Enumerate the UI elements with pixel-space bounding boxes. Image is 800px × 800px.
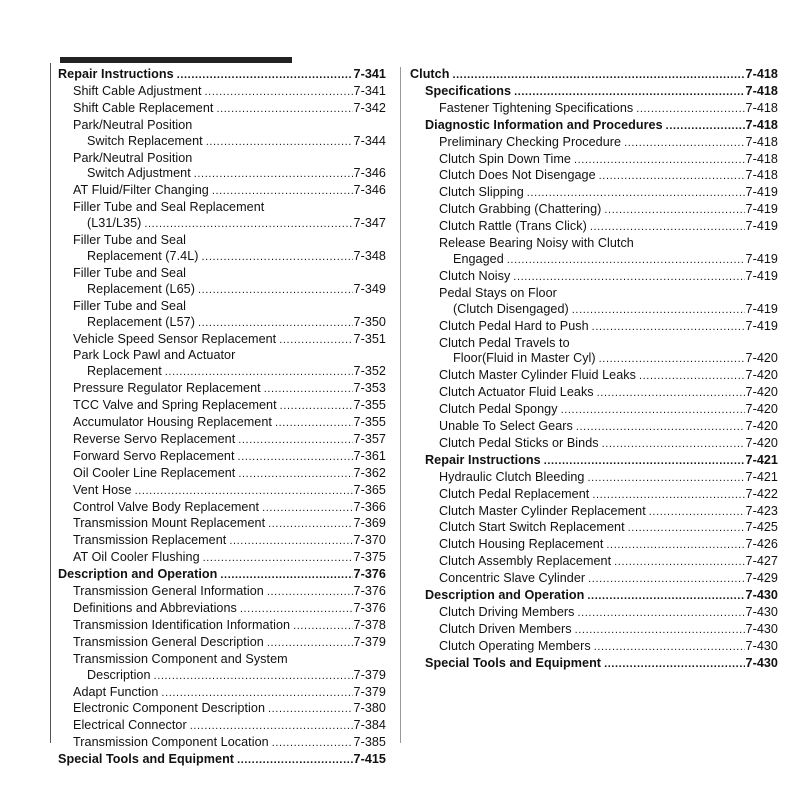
- dot-leader: [649, 505, 745, 521]
- toc-entry-title: Specifications: [425, 83, 512, 98]
- toc-entry-title: Replacement (7.4L): [87, 248, 199, 263]
- toc-entry: [58, 432, 386, 449]
- toc-page-number: 7-420: [745, 435, 778, 450]
- toc-entry-title: Vehicle Speed Sensor Replacement: [73, 331, 277, 346]
- dot-leader: [574, 153, 745, 169]
- dot-leader: [604, 203, 744, 219]
- dot-leader: [280, 399, 353, 415]
- dot-leader: [592, 488, 744, 504]
- toc-entry: [58, 266, 386, 299]
- toc-entry: [58, 415, 386, 432]
- toc-entry-title: Reverse Servo Replacement: [73, 431, 236, 446]
- dot-leader: [206, 135, 353, 151]
- toc-entry-title: AT Fluid/Filter Changing: [73, 183, 209, 198]
- dot-leader: [212, 184, 353, 200]
- toc-page-number: 7-379: [353, 634, 386, 649]
- toc-page-number: 7-420: [745, 419, 778, 434]
- toc-page-number: 7-376: [353, 567, 386, 582]
- toc-entry: [58, 500, 386, 517]
- dot-leader: [588, 572, 744, 588]
- column-divider: [400, 67, 401, 743]
- toc-entry-title: Clutch Master Cylinder Fluid Leaks: [439, 368, 636, 383]
- dot-leader: [165, 365, 353, 381]
- toc-entry-title: Transmission Replacement: [73, 533, 227, 548]
- toc-page-number: 7-430: [745, 638, 778, 653]
- toc-page-number: 7-426: [745, 537, 778, 552]
- toc-entry-title: Replacement (L57): [87, 314, 195, 329]
- toc-entry: [58, 381, 386, 398]
- dot-leader: [577, 606, 744, 622]
- toc-entry: [410, 135, 778, 152]
- dot-leader: [604, 657, 744, 673]
- toc-entry-title: Floor(Fluid in Master Cyl): [453, 351, 596, 366]
- toc-entry: [58, 67, 386, 84]
- toc-page-number: 7-384: [353, 718, 386, 733]
- toc-page-number: 7-349: [353, 281, 386, 296]
- dot-leader: [599, 169, 745, 185]
- toc-entry: [58, 652, 386, 685]
- toc-entry-title: Diagnostic Information and Procedures: [425, 117, 663, 132]
- page-edge-line: [50, 63, 51, 743]
- toc-entry: [410, 336, 778, 369]
- toc-entry: [410, 269, 778, 286]
- toc-entry: [410, 436, 778, 453]
- toc-page-number: 7-421: [745, 452, 778, 467]
- toc-entry: [58, 118, 386, 151]
- toc-page-number: 7-418: [745, 151, 778, 166]
- toc-entry: [58, 718, 386, 735]
- toc-page-number: 7-430: [745, 655, 778, 670]
- toc-page-number: 7-341: [353, 83, 386, 98]
- toc-page-number: 7-419: [745, 318, 778, 333]
- toc-entry-title: Definitions and Abbreviations: [73, 601, 237, 615]
- toc-entry-title: Clutch Pedal Replacement: [439, 486, 590, 501]
- toc-entry-title: Clutch Housing Replacement: [439, 537, 604, 552]
- toc-entry-title: Transmission Identification Information: [73, 617, 291, 632]
- dot-leader: [198, 283, 353, 299]
- dot-leader: [240, 602, 353, 618]
- dot-leader: [275, 416, 353, 432]
- dot-leader: [238, 467, 352, 483]
- toc-entry: [410, 368, 778, 385]
- toc-entry-title: Replacement (L65): [87, 281, 195, 296]
- toc-page-number: 7-418: [745, 134, 778, 149]
- toc-entry-title: Clutch Driven Members: [439, 621, 572, 636]
- toc-entry-title: Transmission General Information: [73, 584, 264, 599]
- toc-entry-title: Repair Instructions: [58, 67, 174, 81]
- dot-leader: [628, 521, 745, 537]
- toc-page-number: 7-347: [353, 216, 386, 231]
- toc-entry-title: Transmission Mount Replacement: [73, 516, 266, 531]
- toc-page-number: 7-420: [745, 385, 778, 400]
- toc-entry-title: Fastener Tightening Specifications: [439, 100, 634, 115]
- toc-entry-title: Clutch Assembly Replacement: [439, 554, 612, 569]
- toc-page-number: 7-376: [353, 601, 386, 615]
- dot-leader: [624, 136, 744, 152]
- toc-page-number: 7-379: [353, 684, 386, 699]
- dot-leader: [602, 437, 745, 453]
- toc-entry: [410, 319, 778, 336]
- toc-entry-title: Control Valve Body Replacement: [73, 499, 260, 514]
- dot-leader: [527, 186, 745, 202]
- toc-entry: [58, 601, 386, 618]
- toc-page-number: 7-419: [745, 251, 778, 266]
- toc-entry: [410, 639, 778, 656]
- dot-leader: [216, 102, 352, 118]
- dot-leader: [272, 736, 353, 752]
- toc-entry-title: Clutch Pedal Hard to Push: [439, 318, 589, 333]
- toc-page-number: 7-346: [353, 183, 386, 198]
- toc-entry-title: Clutch Actuator Fluid Leaks: [439, 385, 594, 400]
- toc-entry: [58, 101, 386, 118]
- toc-entry-title: Clutch Master Cylinder Replacement: [439, 503, 646, 518]
- toc-entry: [58, 84, 386, 101]
- dot-leader: [194, 167, 353, 183]
- dot-leader: [572, 303, 745, 319]
- toc-entry-title: Transmission General Description: [73, 634, 264, 649]
- dot-leader: [636, 102, 744, 118]
- toc-page-number: 7-350: [353, 314, 386, 329]
- toc-page-number: 7-352: [353, 364, 386, 379]
- toc-entry: [58, 449, 386, 466]
- toc-entry-title: Preliminary Checking Procedure: [439, 134, 622, 149]
- dot-leader: [279, 333, 352, 349]
- toc-entry-title: Clutch Grabbing (Chattering): [439, 202, 602, 217]
- toc-entry-title: Park/Neutral Position: [73, 150, 193, 165]
- toc-page-number: 7-344: [353, 133, 386, 148]
- toc-entry-title: Vent Hose: [73, 482, 132, 497]
- toc-entry-title: Clutch Noisy: [439, 268, 511, 283]
- dot-leader: [161, 686, 352, 702]
- toc-entry-title: Clutch Pedal Travels to: [439, 335, 570, 350]
- dot-leader: [587, 589, 744, 605]
- toc-entry: [58, 233, 386, 266]
- toc-page-number: 7-378: [353, 617, 386, 632]
- toc-entry: [58, 516, 386, 533]
- toc-entry-title: Replacement: [87, 364, 162, 379]
- dot-leader: [614, 555, 744, 571]
- toc-entry-title: Accumulator Housing Replacement: [73, 415, 272, 430]
- dot-leader: [264, 382, 353, 398]
- toc-page-number: 7-355: [353, 415, 386, 430]
- toc-page-number: 7-419: [745, 301, 778, 316]
- toc-entry: [58, 398, 386, 415]
- toc-entry-title: Clutch Driving Members: [439, 605, 575, 619]
- toc-page-number: 7-369: [353, 516, 386, 531]
- toc-entry: [410, 67, 778, 84]
- toc-entry: [58, 151, 386, 184]
- toc-entry: [410, 588, 778, 605]
- toc-entry-title: Unable To Select Gears: [439, 419, 573, 434]
- toc-entry-title: Description and Operation: [58, 567, 218, 582]
- toc-entry: [58, 752, 386, 769]
- toc-entry-title: (Clutch Disengaged): [453, 301, 569, 316]
- toc-page-number: 7-427: [745, 554, 778, 569]
- toc-entry: [58, 567, 386, 584]
- toc-entry-title: Clutch Rattle (Trans Click): [439, 219, 587, 234]
- dot-leader: [666, 119, 745, 135]
- toc-page-number: 7-420: [745, 368, 778, 383]
- toc-page-number: 7-361: [353, 448, 386, 463]
- dot-leader: [237, 753, 352, 769]
- toc-entry: [410, 504, 778, 521]
- toc-entry-title: Description and Operation: [425, 588, 585, 603]
- toc-entry-title: Transmission Component Location: [73, 735, 269, 750]
- toc-entry-title: Pedal Stays on Floor: [439, 285, 557, 300]
- toc-page-number: 7-341: [353, 67, 386, 81]
- toc-entry-title: TCC Valve and Spring Replacement: [73, 398, 277, 413]
- toc-entry: [410, 236, 778, 269]
- toc-entry: [58, 584, 386, 601]
- dot-leader: [597, 386, 745, 402]
- dot-leader: [135, 484, 353, 500]
- dot-leader: [177, 68, 353, 84]
- toc-entry-title: Switch Adjustment: [87, 166, 191, 181]
- toc-entry: [410, 101, 778, 118]
- dot-leader: [575, 623, 745, 639]
- toc-entry: [410, 402, 778, 419]
- toc-entry: [58, 635, 386, 652]
- toc-page-number: 7-362: [353, 465, 386, 480]
- toc-entry-title: Engaged: [453, 251, 504, 266]
- toc-entry-title: Filler Tube and Seal: [73, 233, 187, 248]
- toc-page-number: 7-418: [745, 67, 778, 81]
- toc-entry-title: Clutch Operating Members: [439, 638, 591, 653]
- dot-leader: [238, 450, 353, 466]
- toc-page-number: 7-421: [745, 469, 778, 484]
- dot-leader: [587, 471, 744, 487]
- dot-leader: [590, 220, 745, 236]
- toc-page-number: 7-366: [353, 499, 386, 514]
- toc-entry-title: Clutch Pedal Sticks or Binds: [439, 435, 599, 450]
- dot-leader: [576, 420, 745, 436]
- toc-entry: [58, 550, 386, 567]
- toc-page-number: 7-420: [745, 351, 778, 366]
- toc-entry-title: Filler Tube and Seal Replacement: [73, 200, 265, 215]
- toc-entry-title: Clutch: [410, 67, 450, 81]
- toc-entry: [410, 286, 778, 319]
- dot-leader: [592, 320, 745, 336]
- toc-page-number: 7-419: [745, 185, 778, 200]
- dot-leader: [220, 568, 352, 584]
- dot-leader: [594, 640, 745, 656]
- toc-page-number: 7-423: [745, 503, 778, 518]
- toc-entry-title: Hydraulic Clutch Bleeding: [439, 469, 585, 484]
- toc-page-number: 7-346: [353, 166, 386, 181]
- dot-leader: [267, 636, 353, 652]
- toc-entry-title: Switch Replacement: [87, 133, 203, 148]
- dot-leader: [154, 669, 353, 685]
- toc-entry-title: Concentric Slave Cylinder: [439, 571, 586, 586]
- toc-entry-title: Clutch Start Switch Replacement: [439, 520, 625, 535]
- toc-page-number: 7-342: [353, 100, 386, 115]
- toc-page-number: 7-370: [353, 533, 386, 548]
- dot-leader: [203, 551, 353, 567]
- toc-entry: [58, 466, 386, 483]
- toc-page-number: 7-422: [745, 486, 778, 501]
- toc-entry-title: Clutch Slipping: [439, 185, 524, 200]
- toc-entry-title: Park Lock Pawl and Actuator: [73, 348, 236, 363]
- toc-page-number: 7-430: [745, 605, 778, 619]
- toc-page-number: 7-365: [353, 482, 386, 497]
- toc-entry: [410, 487, 778, 504]
- dot-leader: [268, 702, 353, 718]
- toc-page-number: 7-418: [745, 117, 778, 132]
- toc-entry: [410, 84, 778, 101]
- dot-leader: [144, 217, 352, 233]
- toc-page-number: 7-380: [353, 701, 386, 716]
- toc-page-number: 7-418: [745, 83, 778, 98]
- page-header-rule: [60, 57, 292, 63]
- toc-page-number: 7-430: [745, 588, 778, 603]
- toc-page-number: 7-430: [745, 621, 778, 636]
- toc-entry-title: Electrical Connector: [73, 718, 187, 733]
- toc-entry: [58, 533, 386, 550]
- toc-entry: [58, 332, 386, 349]
- toc-entry-title: AT Oil Cooler Flushing: [73, 550, 200, 565]
- toc-entry-title: Repair Instructions: [425, 452, 541, 467]
- dot-leader: [267, 585, 353, 601]
- toc-entry-title: Release Bearing Noisy with Clutch: [439, 236, 634, 251]
- toc-entry: [410, 118, 778, 135]
- dot-leader: [293, 619, 352, 635]
- dot-leader: [544, 454, 745, 470]
- toc-entry: [58, 348, 386, 381]
- toc-entry-title: Park/Neutral Position: [73, 117, 193, 132]
- toc-entry: [410, 470, 778, 487]
- toc-page-number: 7-425: [745, 520, 778, 535]
- toc-entry: [58, 618, 386, 635]
- toc-entry-title: Forward Servo Replacement: [73, 448, 235, 463]
- toc-entry-title: Electronic Component Description: [73, 701, 265, 716]
- toc-entry-title: Clutch Spin Down Time: [439, 151, 571, 166]
- dot-leader: [202, 250, 353, 266]
- toc-entry-title: Adapt Function: [73, 684, 159, 699]
- toc-entry-title: Shift Cable Adjustment: [73, 83, 202, 98]
- dot-leader: [262, 501, 352, 517]
- toc-entry-title: Filler Tube and Seal: [73, 298, 187, 313]
- toc-page-number: 7-385: [353, 735, 386, 750]
- toc-entry-title: Clutch Does Not Disengage: [439, 168, 596, 183]
- toc-page-number: 7-419: [745, 268, 778, 283]
- toc-page-number: 7-379: [353, 667, 386, 682]
- toc-entry: [410, 622, 778, 639]
- toc-entry: [410, 385, 778, 402]
- toc-entry: [410, 605, 778, 622]
- dot-leader: [606, 538, 744, 554]
- toc-entry: [410, 571, 778, 588]
- dot-leader: [561, 403, 745, 419]
- toc-entry: [410, 185, 778, 202]
- dot-leader: [238, 433, 352, 449]
- dot-leader: [452, 68, 744, 84]
- toc-page-number: 7-419: [745, 219, 778, 234]
- toc-page-number: 7-415: [353, 752, 386, 767]
- dot-leader: [198, 316, 353, 332]
- dot-leader: [599, 352, 745, 368]
- toc-entry: [410, 554, 778, 571]
- toc-page-number: 7-376: [353, 584, 386, 599]
- toc-entry: [410, 656, 778, 673]
- dot-leader: [229, 534, 352, 550]
- toc-entry-title: Special Tools and Equipment: [58, 752, 235, 767]
- dot-leader: [205, 85, 353, 101]
- toc-entry: [410, 202, 778, 219]
- toc-page-number: 7-353: [353, 381, 386, 396]
- toc-entry-title: Oil Cooler Line Replacement: [73, 465, 236, 480]
- toc-column-right: [410, 67, 778, 673]
- toc-page-number: 7-418: [745, 100, 778, 115]
- toc-column-left: [58, 67, 386, 769]
- dot-leader: [514, 85, 744, 101]
- toc-entry: [58, 483, 386, 500]
- dot-leader: [190, 719, 353, 735]
- toc-page-number: 7-419: [745, 202, 778, 217]
- toc-entry-title: Transmission Component and System: [73, 651, 288, 666]
- toc-entry: [58, 735, 386, 752]
- toc-entry-title: Filler Tube and Seal: [73, 265, 187, 280]
- toc-entry: [410, 419, 778, 436]
- dot-leader: [268, 517, 352, 533]
- toc-entry: [410, 152, 778, 169]
- toc-entry: [410, 453, 778, 470]
- toc-entry-title: Clutch Pedal Spongy: [439, 402, 558, 417]
- toc-entry: [410, 520, 778, 537]
- toc-entry-title: Special Tools and Equipment: [425, 655, 602, 670]
- toc-page-number: 7-357: [353, 431, 386, 446]
- toc-entry: [58, 299, 386, 332]
- toc-page-number: 7-375: [353, 550, 386, 565]
- toc-entry: [58, 685, 386, 702]
- dot-leader: [639, 369, 745, 385]
- toc-entry: [410, 537, 778, 554]
- toc-entry-title: (L31/L35): [87, 216, 142, 231]
- toc-entry: [410, 219, 778, 236]
- toc-page-number: 7-351: [353, 331, 386, 346]
- dot-leader: [513, 270, 744, 286]
- toc-page-number: 7-355: [353, 398, 386, 413]
- toc-entry-title: Pressure Regulator Replacement: [73, 381, 261, 396]
- toc-page-number: 7-420: [745, 402, 778, 417]
- toc-entry: [58, 701, 386, 718]
- toc-entry: [58, 200, 386, 233]
- toc-entry-title: Shift Cable Replacement: [73, 100, 214, 115]
- toc-page-number: 7-418: [745, 168, 778, 183]
- toc-entry-title: Description: [87, 667, 151, 682]
- toc-entry: [58, 183, 386, 200]
- dot-leader: [507, 253, 745, 269]
- toc-entry: [410, 168, 778, 185]
- toc-page-number: 7-348: [353, 248, 386, 263]
- toc-page-number: 7-429: [745, 571, 778, 586]
